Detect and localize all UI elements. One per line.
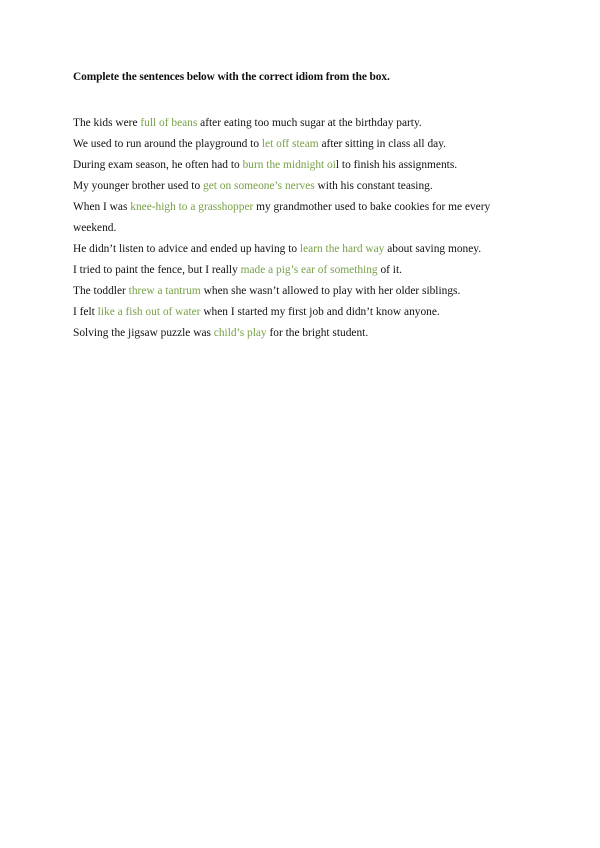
instruction-heading: Complete the sentences below with the correct idiom from the box.	[73, 71, 390, 83]
sentence-text-after: when I started my first job and didn’t know anyone.	[200, 306, 440, 318]
sentence-text-after: about saving money.	[384, 243, 482, 255]
sentence-text-before: I felt	[73, 306, 98, 318]
sentence-text-before: During exam season, he often had to	[73, 159, 243, 171]
idiom-answer: child’s play	[213, 327, 267, 339]
sentence-3	[73, 155, 523, 176]
sentence-6	[73, 239, 523, 260]
idiom-answer: full of beans	[140, 117, 198, 129]
sentence-text-before: Solving the jigsaw puzzle was	[73, 327, 214, 339]
sentence-text-before: The toddler	[73, 285, 129, 297]
sentence-text-before: The kids were	[73, 117, 141, 129]
sentence-10	[73, 323, 523, 344]
idiom-answer: made a pig’s ear of something	[240, 264, 378, 276]
sentence-1	[73, 113, 523, 134]
sentence-text-before: When I was	[73, 201, 131, 213]
sentence-8	[73, 281, 523, 302]
idiom-answer: like a fish out of water	[97, 306, 201, 318]
sentence-text-after: after sitting in class all day.	[318, 138, 446, 150]
sentence-text-after: my grandmother used to bake cookies for me every weekend.	[73, 201, 491, 234]
sentence-text-after: l to finish his assignments.	[335, 159, 458, 171]
idiom-answer: get on someone’s nerves	[203, 180, 315, 192]
idiom-answer: burn the midnight oi	[242, 159, 336, 171]
sentence-7	[73, 260, 523, 281]
idiom-answer: knee-high to a grasshopper	[130, 201, 254, 213]
sentence-text-after: of it.	[377, 264, 402, 276]
sentence-text-before: My younger brother used to	[73, 180, 204, 192]
sentence-text-after: with his constant teasing.	[314, 180, 433, 192]
sentence-text-after: after eating too much sugar at the birthday party.	[197, 117, 422, 129]
sentence-4	[73, 176, 523, 197]
sentence-text-before: We used to run around the playground to	[73, 138, 262, 150]
sentence-text-after: when she wasn’t allowed to play with her older siblings.	[200, 285, 461, 297]
sentence-5	[73, 197, 523, 239]
sentence-text-after: for the bright student.	[266, 327, 369, 339]
sentence-text-before: He didn’t listen to advice and ended up having to	[73, 243, 300, 255]
sentence-2	[73, 134, 523, 155]
idiom-answer: let off steam	[261, 138, 319, 150]
sentence-list	[73, 113, 523, 344]
idiom-answer: threw a tantrum	[128, 285, 201, 297]
sentence-text-before: I tried to paint the fence, but I really	[73, 264, 241, 276]
sentence-9	[73, 302, 523, 323]
idiom-answer: learn the hard way	[299, 243, 385, 255]
